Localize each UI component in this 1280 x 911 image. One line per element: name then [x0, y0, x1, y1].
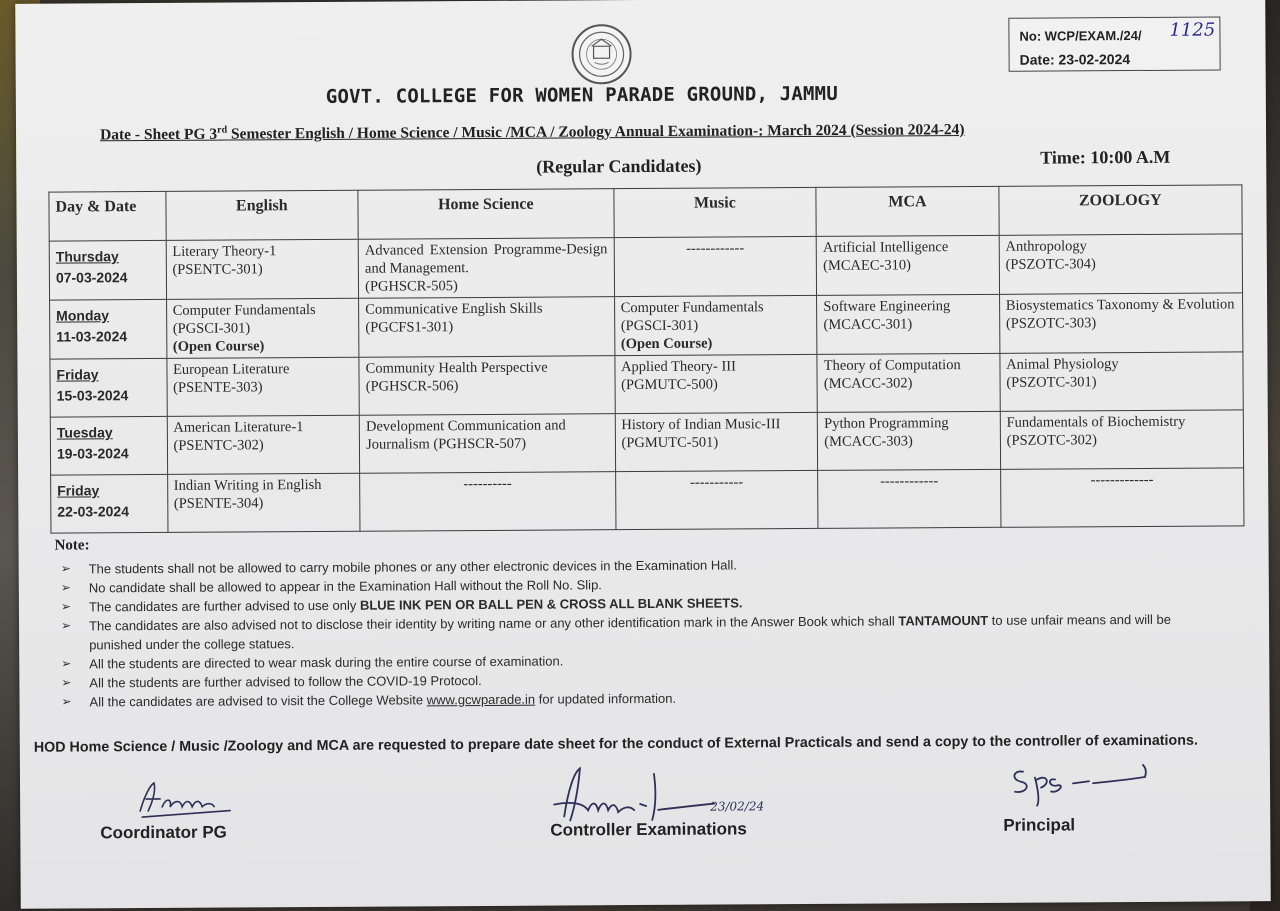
date-label: 11-03-2024 [56, 328, 128, 345]
paper-code: (PSZOTC-304) [1005, 256, 1096, 273]
paper-name: Communicative English Skills [365, 300, 543, 318]
table-row [51, 468, 1244, 533]
cell-mca [816, 235, 999, 295]
paper-name: Python Programming [824, 415, 949, 432]
reference-box [1008, 16, 1220, 71]
cell-english [166, 298, 359, 358]
cell-home-science [359, 356, 615, 416]
cell-music: ----------- [615, 470, 818, 529]
cell-day-date [51, 474, 168, 533]
paper-code: (MCAEC-310) [823, 257, 912, 274]
cell-day-date [49, 240, 166, 300]
cell-day-date [50, 299, 167, 359]
cell-day-date [50, 358, 167, 417]
reference-number: No: WCP/EXAM./24/ [1019, 27, 1142, 44]
cell-day-date [50, 416, 167, 475]
note-item: ➢ All the students are directed to wear mask during the entire course of examination. [55, 648, 1195, 674]
cell-home-science: ---------- [360, 472, 616, 532]
paper-name: Software Engineering [823, 298, 951, 315]
controller-label: Controller Examinations [550, 819, 747, 840]
paper-name: Literary Theory-1 [172, 243, 277, 260]
header-zoology: ZOOLOGY [999, 185, 1243, 235]
table-row [50, 352, 1243, 417]
table-row [50, 293, 1243, 359]
note-item: ➢ No candidate shall be allowed to appear in the Examination Hall without the Roll No. Slip. [55, 572, 1195, 598]
day-label: Friday [57, 482, 100, 499]
date-label: 07-03-2024 [55, 269, 128, 286]
table-row [49, 234, 1242, 300]
paper-name: Community Health Perspective [365, 359, 548, 377]
open-course-label: (Open Course) [620, 335, 713, 353]
paper-name: Computer Fundamentals [172, 301, 316, 319]
paper-name: Animal Physiology [1006, 356, 1119, 373]
paper-name: European Literature [173, 361, 290, 378]
paper-name: American Literature-1 [173, 419, 304, 436]
cell-home-science [358, 238, 614, 299]
college-website-link[interactable]: www.gcwparade.in [426, 691, 536, 708]
date-label: 19-03-2024 [56, 445, 129, 462]
notes-list [55, 553, 1196, 712]
reference-number-handwritten: 1125 [1169, 19, 1216, 41]
controller-signature-date: 23/02/24 [710, 799, 765, 814]
cell-music [614, 295, 817, 355]
cell-zoology [999, 293, 1243, 353]
coordinator-label: Coordinator PG [100, 822, 227, 843]
paper-name: Development Communication and Journalism (PGHSCR-507) [365, 417, 566, 453]
paper-name: Biosystematics Taxonomy & Evolution [1005, 296, 1235, 314]
paper-code: (PGSCI-301) [620, 317, 699, 335]
cell-mca [818, 411, 1001, 470]
paper-code: (PSENTC-302) [173, 437, 264, 454]
paper-name: Theory of Computation [823, 357, 961, 374]
paper-code: (PGSCI-301) [172, 320, 251, 337]
paper-name: Advanced Extension Programme-Design and Management. [364, 241, 608, 277]
exam-time: Time: 10:00 A.M [1040, 146, 1171, 168]
paper-code: (PSZOTC-301) [1006, 374, 1097, 391]
paper-name: Applied Theory- III [620, 358, 736, 376]
paper-code: (PGMUTC-500) [621, 376, 718, 394]
date-sheet-document [15, 0, 1271, 909]
open-course-label: (Open Course) [172, 338, 265, 355]
date-label: 22-03-2024 [57, 503, 130, 520]
note-item: ➢ The candidates are also advised not to disclose their identity by writing name or any other identification mark in the Answer Book which shall TANTAMOUNT to use unfair means and will be punished under the college statues. [55, 610, 1195, 655]
paper-code: (MCACC-302) [823, 375, 913, 392]
principal-signature [993, 757, 1163, 808]
cell-english [167, 473, 360, 532]
paper-code: (PSENTC-301) [172, 261, 263, 278]
date-sheet-title: Date - Sheet PG 3rd Semester English / Home Science / Music /MCA / Zoology Annual Examination-: March 2024 (Session 2024-24) [99, 121, 965, 144]
paper-code: (MCACC-303) [824, 433, 913, 450]
paper-name: Artificial Intelligence [822, 239, 949, 256]
cell-english [166, 357, 359, 416]
paper-code: (PGHSCR-506) [365, 378, 459, 395]
cell-english [166, 239, 359, 299]
paper-name: History of Indian Music-III [621, 416, 781, 434]
date-label: 15-03-2024 [56, 387, 129, 404]
table-row [50, 410, 1243, 475]
header-english: English [165, 190, 358, 240]
reference-date: Date: 23-02-2024 [1019, 51, 1131, 68]
header-day-date: Day & Date [49, 191, 166, 241]
note-item: ➢ All the candidates are advised to visit the College Website www.gcwparade.in for updated information. [55, 686, 1195, 712]
cell-mca [817, 294, 1000, 354]
paper-code: (PSENTE-303) [173, 379, 263, 396]
paper-code: (PGMUTC-501) [621, 434, 719, 452]
college-name: GOVT. COLLEGE FOR WOMEN PARADE GROUND, JAMMU [325, 82, 839, 108]
coordinator-signature [132, 776, 242, 821]
cell-zoology [999, 234, 1243, 294]
paper-name: Anthropology [1005, 238, 1087, 255]
table-header-row [49, 185, 1242, 241]
paper-code: (MCACC-301) [823, 316, 913, 333]
notes-heading: Note: [54, 537, 90, 554]
paper-code: (PSENTE-304) [173, 495, 264, 512]
note-item: ➢ The students shall not be allowed to carry mobile phones or any other electronic devices in the Examination Hall. [55, 553, 1195, 579]
college-seal-icon [571, 24, 631, 84]
cell-home-science [359, 414, 615, 474]
paper-code: (PGCFS1-301) [365, 319, 454, 336]
cell-home-science [359, 297, 615, 358]
note-item: ➢ All the students are further advised to follow the COVID-19 Protocol. [55, 667, 1195, 693]
paper-code: (PSZOTC-303) [1005, 315, 1097, 332]
paper-code: (PGHSCR-505) [365, 278, 458, 295]
cell-zoology: ------------- [1000, 468, 1244, 527]
header-music: Music [613, 187, 816, 237]
cell-music [614, 354, 817, 413]
cell-english [167, 415, 360, 474]
day-label: Monday [56, 307, 110, 324]
cell-music [615, 412, 818, 471]
day-label: Tuesday [56, 424, 113, 441]
day-label: Thursday [55, 248, 119, 265]
paper-name: Fundamentals of Biochemistry [1006, 413, 1186, 431]
paper-name: Computer Fundamentals [620, 299, 764, 317]
cell-zoology [1000, 352, 1244, 411]
cell-mca [817, 353, 1000, 412]
paper-name: Indian Writing in English [173, 476, 322, 494]
hod-instruction: HOD Home Science / Music /Zoology and MCA are requested to prepare date sheet for the conduct of External Practicals and send a copy to the controller of examinations. [33, 732, 1198, 756]
date-sheet-table [48, 184, 1244, 533]
day-label: Friday [56, 366, 99, 383]
cell-zoology [1000, 410, 1244, 469]
header-home-science: Home Science [358, 189, 614, 240]
candidates-type: (Regular Candidates) [536, 155, 702, 177]
note-item: ➢ The candidates are further advised to use only BLUE INK PEN OR BALL PEN & CROSS ALL BLANK SHEETS. [55, 591, 1195, 617]
cell-music: ------------ [614, 236, 817, 296]
cell-mca: ------------ [818, 469, 1001, 528]
header-mca: MCA [816, 186, 999, 236]
principal-label: Principal [1003, 815, 1076, 835]
paper-code: (PSZOTC-302) [1006, 432, 1097, 449]
